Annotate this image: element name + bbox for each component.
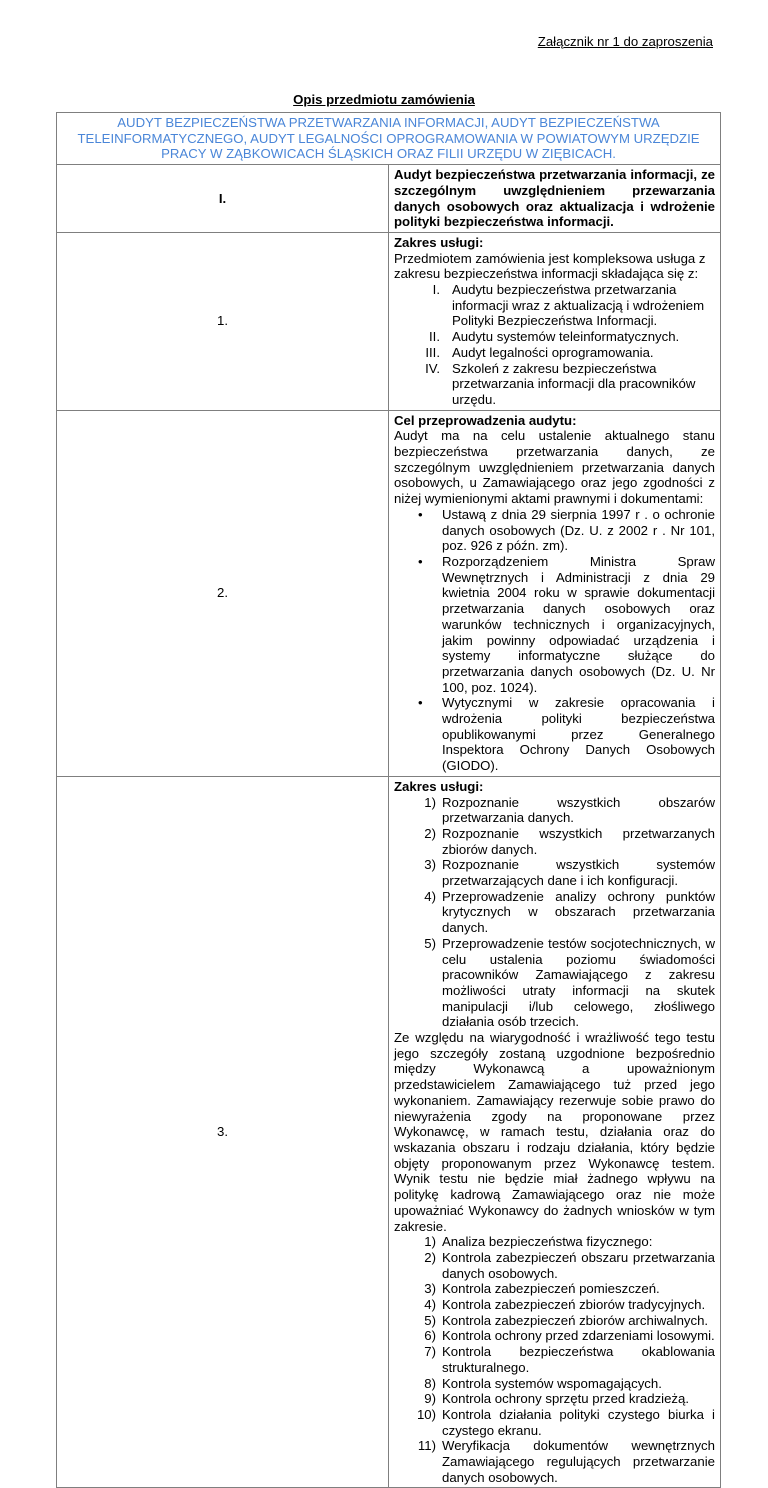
bullet-icon: • [418,506,423,522]
row-2-bullet-list [394,507,715,774]
row-3 [57,776,721,1488]
list-item [394,1250,715,1281]
list-item [394,329,715,345]
specification-table [56,112,721,1488]
bullet-item [394,554,715,695]
list-item-text: Przeprowadzenie analizy ochrony punktów krytycznych w obszarach przetwarzania danych. [442,888,715,936]
document-title: Opis przedmiotu zamówienia [293,92,475,107]
bullet-text: Ustawą z dnia 29 sierpnia 1997 r . o ochronie danych osobowych (Dz. U. z 2002 r . Nr 101, poz. 926 z późn. zm). [442,506,715,554]
annex-label: Załącznik nr 1 do zaproszenia [537,34,713,49]
bullet-item [394,507,715,554]
list-marker: 2) [424,825,436,841]
list-item-text: Kontrola ochrony przed zdarzeniami losowymi. [442,1328,715,1344]
row-1-list [394,282,715,408]
row-1-number: 1. [57,232,389,410]
list-marker: 7) [424,1344,436,1360]
list-marker: III. [425,344,440,360]
list-marker: 10) [416,1406,436,1422]
list-item-text: Rozpoznanie wszystkich systemów przetwarzających dane i ich konfiguracji. [442,857,715,889]
list-marker: 4) [424,888,436,904]
list-item [394,1376,715,1392]
list-item-text: Kontrola bezpieczeństwa okablowania strukturalnego. [442,1344,715,1375]
bullet-icon: • [418,695,423,711]
list-marker: 4) [424,1297,436,1313]
list-marker: 3) [424,1281,436,1297]
list-marker: 1) [424,794,436,810]
bullet-icon: • [418,553,423,569]
list-marker: I. [432,282,440,298]
list-item-text: Kontrola zabezpieczeń pomieszczeń. [442,1281,660,1297]
list-marker: 1) [424,1234,436,1250]
list-marker: IV. [425,360,440,376]
list-item-text: Rozpoznanie wszystkich obszarów przetwarzania danych. [442,794,715,826]
list-marker: 8) [424,1375,436,1391]
list-item [394,1391,715,1407]
row-2 [57,410,721,776]
bullet-item [394,695,715,774]
bullet-text: Rozporządzeniem Ministra Spraw Wewnętrznych i Administracji z dnia 29 kwietnia 2004 roku w sprawie dokumentacji przetwarzania danych osobowych oraz warunków technicznych i organizacyjnych, jakim powinny odpowiadać urządzenia i systemy informatyczne służące do przetwarzania danych osobowych (Dz. U. Nr 100, poz. 1024). [442,553,715,695]
row-1 [57,232,721,410]
list-item-text: Audytu bezpieczeństwa przetwarzania informacji wraz z aktualizacją i wdrożeniem Polityki Bezpieczeństwa Informacji. [452,282,705,329]
list-item [394,1313,715,1329]
list-item [394,1281,715,1297]
list-marker: 6) [424,1328,436,1344]
list-item-text: Kontrola zabezpieczeń zbiorów tradycyjnych. [442,1297,706,1313]
row-2-content [389,410,721,776]
list-item-text: Audytu systemów teleinformatycznych. [452,329,680,345]
row-1-heading: Zakres usługi: [394,234,484,250]
row-1-content [389,232,721,410]
list-item [394,345,715,361]
list-item-text: Audyt legalności oprogramowania. [452,344,654,360]
row-i [57,165,721,233]
list-item [394,1438,715,1485]
list-item [394,1328,715,1344]
list-marker: 5) [424,935,436,951]
list-item [394,1234,715,1250]
row-3-heading: Zakres usługi: [394,778,484,794]
row-1-intro: Przedmiotem zamówienia jest kompleksowa usługa z zakresu bezpieczeństwa informacji składająca się z: [394,250,706,282]
list-item [394,1297,715,1313]
list-item [394,889,715,936]
list-item [394,361,715,408]
row-2-intro: Audyt ma na celu ustalenie aktualnego stanu bezpieczeństwa przetwarzania danych, ze szczególnym uwzględnieniem przetwarzania danych osobowych, u Zamawiającego oraz jego zgodności z niżej wymienionymi aktami prawnymi i dokumentami: [394,428,715,507]
list-item [394,795,715,826]
list-item [394,826,715,857]
list-marker: 2) [424,1249,436,1265]
list-item-text: Przeprowadzenie testów socjotechnicznych, w celu ustalenia poziomu świadomości pracowników Zamawiającego z zakresu możliwości utraty informacji na skutek manipulacji i/lub celowego, złośliwego działania osób trzecich. [442,935,715,1030]
row-2-number: 2. [57,410,389,776]
list-marker: 3) [424,857,436,873]
row-3-content [389,776,721,1488]
table-header: AUDYT BEZPIECZEŃSTWA PRZETWARZANIA INFORMACJI, AUDYT BEZPIECZEŃSTWA TELEINFORMATYCZNEGO, AUDYT LEGALNOŚCI OPROGRAMOWANIA W POWIATOWYM URZĘDZIE PRACY W ZĄBKOWICACH ŚLĄSKICH ORAZ FILII URZĘDU W ZIĘBICACH. [57,113,721,165]
row-3-list-1 [394,795,715,1031]
list-item [394,1344,715,1375]
row-i-text: Audyt bezpieczeństwa przetwarzania informacji, ze szczególnym uwzględnieniem przewarzania danych osobowych oraz aktualizacja i wdrożenie polityki bezpieczeństwa informacji. [389,165,721,233]
list-marker: II. [429,329,440,345]
list-marker: 11) [417,1438,436,1454]
list-item [394,857,715,888]
row-3-paragraph: Ze względu na wiarygodność i wrażliwość tego testu jego szczegóły zostaną uzgodnione bezpośrednio między Wykonawcą a upoważnionym przedstawicielem Zamawiającego tuż przed jego wykonaniem. Zamawiający rezerwuje sobie prawo do niewyrażenia zgody na proponowane przez Wykonawcę, w ramach testu, działania oraz do wskazania obszaru i rodzaju działania, który będzie objęty proponowanym przez Wykonawcę testem. Wynik testu nie będzie miał żadnego wpływu na politykę kadrową Zamawiającego oraz nie może upoważniać Wykonawcy do żadnych wniosków w tym zakresie. [394,1030,715,1234]
header-row [57,113,721,165]
list-item-text: Szkoleń z zakresu bezpieczeństwa przetwarzania informacji dla pracowników urzędu. [452,360,696,407]
list-item-text: Weryfikacja dokumentów wewnętrznych Zamawiającego regulujących przetwarzanie danych osobowych. [442,1438,715,1485]
row-3-list-2 [394,1234,715,1485]
list-item-text: Kontrola działania polityki czystego biurka i czystego ekranu. [442,1406,715,1438]
list-item [394,936,715,1030]
list-item-text: Analiza bezpieczeństwa fizycznego: [442,1234,653,1250]
row-3-number: 3. [57,776,389,1488]
list-item-text: Kontrola ochrony sprzętu przed kradzieżą. [442,1391,690,1407]
list-item [394,282,715,329]
list-item-text: Rozpoznanie wszystkich przetwarzanych zbiorów danych. [442,825,715,857]
row-2-heading: Cel przeprowadzenia audytu: [394,412,577,428]
list-item [394,1407,715,1438]
bullet-text: Wytycznymi w zakresie opracowania i wdrożenia polityki bezpieczeństwa opublikowanymi przez Generalnego Inspektora Ochrony Danych Osobowych (GIODO). [442,695,715,774]
list-marker: 9) [424,1391,436,1407]
row-i-number: I. [57,165,389,233]
list-item-text: Kontrola zabezpieczeń obszaru przetwarzania danych osobowych. [442,1249,715,1281]
list-marker: 5) [424,1312,436,1328]
list-item-text: Kontrola zabezpieczeń zbiorów archiwalnych. [442,1312,709,1328]
list-item-text: Kontrola systemów wspomagających. [442,1375,662,1391]
